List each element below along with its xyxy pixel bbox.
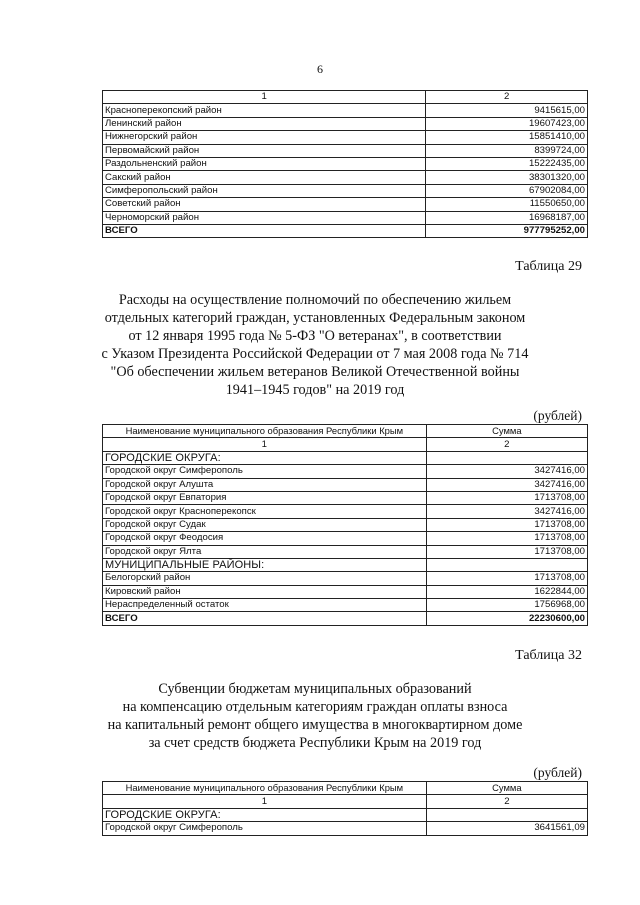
row-value: 11550650,00: [426, 198, 588, 211]
title-line: 1941–1945 годов" на 2019 год: [225, 382, 405, 398]
table-row: [103, 131, 588, 144]
row-name: Раздольненский район: [103, 157, 426, 170]
row-value: 1713708,00: [426, 491, 587, 504]
row-name: Первомайский район: [103, 144, 426, 157]
section-row: [103, 451, 588, 464]
table-32: [102, 781, 588, 836]
row-name: Нижнегорский район: [103, 131, 426, 144]
row-value: 1756968,00: [426, 599, 587, 612]
table-row: [103, 211, 588, 224]
row-value: 3427416,00: [426, 505, 587, 518]
table-32-title: [80, 680, 550, 752]
table-row: [103, 171, 588, 184]
row-name: Городской округ Симферополь: [103, 822, 427, 835]
districts-continuation-table: [102, 90, 588, 238]
table-row: [103, 572, 588, 585]
total-row: [103, 612, 588, 625]
row-name: Городской округ Судак: [103, 518, 427, 531]
total-label: ВСЕГО: [103, 224, 426, 237]
row-value: 3427416,00: [426, 465, 587, 478]
row-value: 1713708,00: [426, 532, 587, 545]
title-line: с Указом Президента Российской Федерации от 7 мая 2008 года № 714: [101, 346, 529, 362]
table-row: [103, 822, 588, 835]
table-row: [103, 505, 588, 518]
row-value: 3641561,09: [426, 822, 587, 835]
page-number: 6: [317, 62, 323, 76]
row-value: 15851410,00: [426, 131, 588, 144]
section-row: [103, 558, 588, 571]
row-name: Симферопольский район: [103, 184, 426, 197]
row-name: Нераспределенный остаток: [103, 599, 427, 612]
header-sum: Сумма: [426, 782, 587, 795]
row-value: 1713708,00: [426, 572, 587, 585]
empty-cell: [426, 808, 587, 821]
row-name: Городской округ Евпатория: [103, 491, 427, 504]
header-name: Наименование муниципального образования Республики Крым: [103, 425, 427, 438]
column-number-2: 2: [426, 91, 588, 104]
row-value: 67902084,00: [426, 184, 588, 197]
column-numbers-row: [103, 91, 588, 104]
table-row: [103, 157, 588, 170]
column-number-1: 1: [103, 795, 427, 808]
total-value: 977795252,00: [426, 224, 588, 237]
row-value: 16968187,00: [426, 211, 588, 224]
column-numbers-row: [103, 795, 588, 808]
row-value: 19607423,00: [426, 117, 588, 130]
section-title: МУНИЦИПАЛЬНЫЕ РАЙОНЫ:: [103, 558, 427, 571]
table-32-label: Таблица 32: [515, 648, 582, 663]
table-row: [103, 478, 588, 491]
column-number-2: 2: [426, 438, 587, 451]
title-line: Субвенции бюджетам муниципальных образований: [158, 681, 472, 697]
header-name: Наименование муниципального образования Республики Крым: [103, 782, 427, 795]
header-sum: Сумма: [426, 425, 587, 438]
table-row: [103, 518, 588, 531]
header-row: [103, 782, 588, 795]
title-line: "Об обеспечении жильем ветеранов Великой Отечественной войны: [110, 364, 520, 380]
table-row: [103, 465, 588, 478]
table-29: [102, 424, 588, 626]
row-value: 15222435,00: [426, 157, 588, 170]
table-row: [103, 104, 588, 117]
title-line: Расходы на осуществление полномочий по обеспечению жильем: [118, 292, 512, 308]
row-name: Красноперекопский район: [103, 104, 426, 117]
section-title: ГОРОДСКИЕ ОКРУГА:: [103, 451, 427, 464]
row-value: 1713708,00: [426, 518, 587, 531]
row-value: 3427416,00: [426, 478, 587, 491]
table-row: [103, 117, 588, 130]
section-row: [103, 808, 588, 821]
row-name: Сакский район: [103, 171, 426, 184]
total-label: ВСЕГО: [103, 612, 427, 625]
row-name: Городской округ Красноперекопск: [103, 505, 427, 518]
row-name: Ленинский район: [103, 117, 426, 130]
row-name: Советский район: [103, 198, 426, 211]
table-row: [103, 585, 588, 598]
total-row: [103, 224, 588, 237]
row-name: Городской округ Феодосия: [103, 532, 427, 545]
title-line: на капитальный ремонт общего имущества в многоквартирном доме: [107, 717, 523, 733]
column-number-2: 2: [426, 795, 587, 808]
empty-cell: [426, 558, 587, 571]
title-line: за счет средств бюджета Республики Крым на 2019 год: [148, 735, 482, 751]
table-row: [103, 545, 588, 558]
title-line: на компенсацию отдельным категориям граждан оплаты взноса: [122, 699, 508, 715]
units-label: (рублей): [533, 408, 582, 423]
row-value: 9415615,00: [426, 104, 588, 117]
units-label: (рублей): [533, 765, 582, 780]
table-row: [103, 532, 588, 545]
section-title: ГОРОДСКИЕ ОКРУГА:: [103, 808, 427, 821]
table-29-title: [80, 291, 550, 399]
row-name: Кировский район: [103, 585, 427, 598]
row-value: 1622844,00: [426, 585, 587, 598]
column-number-1: 1: [103, 91, 426, 104]
total-value: 22230600,00: [426, 612, 587, 625]
column-number-1: 1: [103, 438, 427, 451]
table-row: [103, 491, 588, 504]
row-name: Черноморский район: [103, 211, 426, 224]
row-value: 8399724,00: [426, 144, 588, 157]
title-line: отдельных категорий граждан, установленных Федеральным законом: [104, 310, 526, 326]
row-value: 1713708,00: [426, 545, 587, 558]
table-row: [103, 198, 588, 211]
row-name: Городской округ Симферополь: [103, 465, 427, 478]
empty-cell: [426, 451, 587, 464]
column-numbers-row: [103, 438, 588, 451]
table-row: [103, 184, 588, 197]
row-name: Белогорский район: [103, 572, 427, 585]
row-name: Городской округ Ялта: [103, 545, 427, 558]
row-name: Городской округ Алушта: [103, 478, 427, 491]
table-row: [103, 144, 588, 157]
table-29-label: Таблица 29: [515, 259, 582, 274]
title-line: от 12 января 1995 года № 5-ФЗ "О ветеранах", в соответствии: [128, 328, 502, 344]
table-row: [103, 599, 588, 612]
row-value: 38301320,00: [426, 171, 588, 184]
header-row: [103, 425, 588, 438]
